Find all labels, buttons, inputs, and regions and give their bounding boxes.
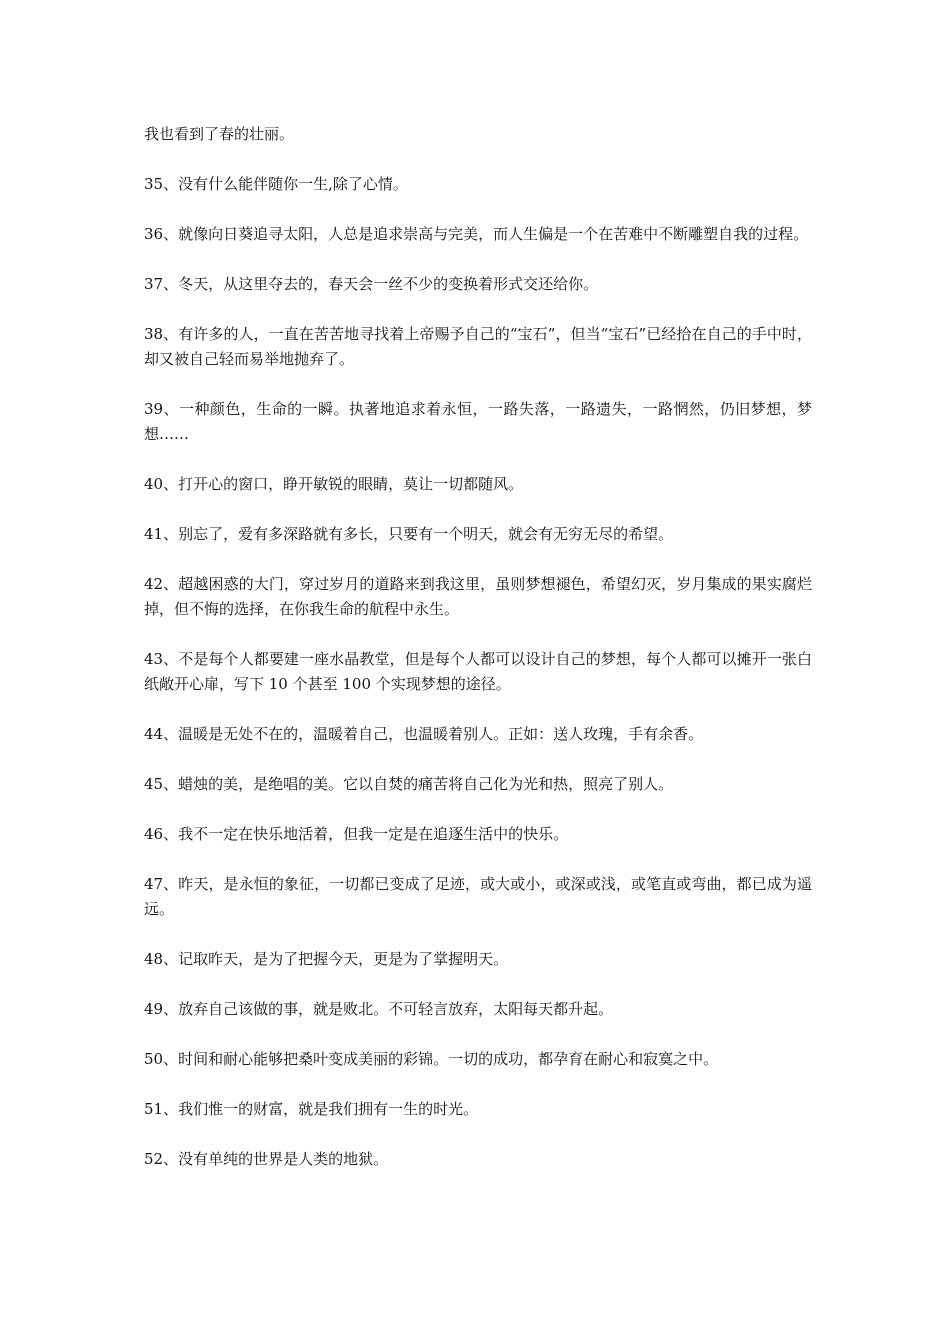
document-body <box>144 122 812 1197</box>
paragraph: 46、我不一定在快乐地活着，但我一定是在追逐生活中的快乐。 <box>144 825 569 843</box>
paragraph: 我也看到了春的壮丽。 <box>144 125 295 143</box>
paragraph: 50、时间和耐心能够把桑叶变成美丽的彩锦。一切的成功，都孕育在耐心和寂寞之中。 <box>144 1050 719 1068</box>
paragraph: 40、打开心的窗口，睁开敏锐的眼睛，莫让一切都随风。 <box>144 475 524 493</box>
paragraph: 38、有许多的人，一直在苦苦地寻找着上帝赐予自己的“宝石”，但当“宝石”已经拾在自己的手中时，却又被自己轻而易举地抛弃了。 <box>144 325 812 368</box>
paragraph: 41、别忘了，爱有多深路就有多长，只要有一个明天，就会有无穷无尽的希望。 <box>144 525 674 543</box>
paragraph: 39、一种颜色，生命的一瞬。执著地追求着永恒，一路失落，一路遗失，一路惘然，仍旧梦想，梦想…… <box>144 400 812 443</box>
paragraph: 45、蜡烛的美，是绝唱的美。它以自焚的痛苦将自己化为光和热，照亮了别人。 <box>144 775 674 793</box>
paragraph: 47、昨天，是永恒的象征，一切都已变成了足迹，或大或小，或深或浅，或笔直或弯曲，都已成为遥远。 <box>144 875 812 918</box>
paragraph: 35、没有什么能伴随你一生,除了心情。 <box>144 175 408 193</box>
paragraph: 51、我们惟一的财富，就是我们拥有一生的时光。 <box>144 1100 479 1118</box>
paragraph: 49、放弃自己该做的事，就是败北。不可轻言放弃，太阳每天都升起。 <box>144 1000 614 1018</box>
paragraph: 42、超越困惑的大门，穿过岁月的道路来到我这里，虽则梦想褪色，希望幻灭，岁月集成的果实腐烂掉，但不悔的选择，在你我生命的航程中永生。 <box>144 575 812 618</box>
paragraph: 36、就像向日葵追寻太阳，人总是追求崇高与完美，而人生偏是一个在苦难中不断雕塑自我的过程。 <box>144 225 809 243</box>
paragraph: 48、记取昨天，是为了把握今天，更是为了掌握明天。 <box>144 950 509 968</box>
paragraph: 37、冬天，从这里夺去的，春天会一丝不少的变换着形式交还给你。 <box>144 275 599 293</box>
paragraph: 44、温暖是无处不在的，温暖着自己，也温暖着别人。正如：送人玫瑰，手有余香。 <box>144 725 704 743</box>
paragraph: 52、没有单纯的世界是人类的地狱。 <box>144 1150 389 1168</box>
paragraph: 43、不是每个人都要建一座水晶教堂，但是每个人都可以设计自己的梦想，每个人都可以摊开一张白纸敞开心扉，写下 10 个甚至 100 个实现梦想的途径。 <box>144 650 812 693</box>
